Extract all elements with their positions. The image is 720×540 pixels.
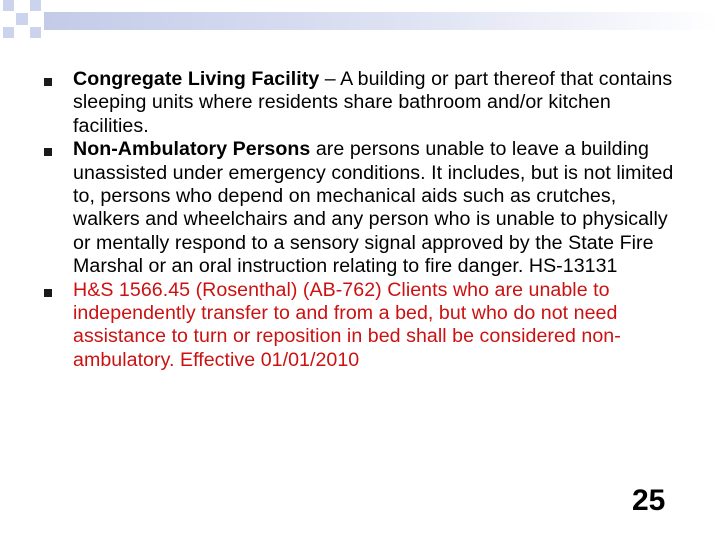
bullet-definition: are persons unable to leave a building unassisted under emergency conditions. It includes, but is not limited to, persons who depend on mechanical aids such as crutches, walkers and wheelchairs and any person who is unable to physically or mentally respond to a sensory signal approved by the State Fire Marshal or an oral instruction relating to fire danger. HS-13131 [73,138,674,278]
header-square [30,0,41,11]
header-square [3,0,14,11]
header-square [3,27,14,38]
bullet-term: Non-Ambulatory Persons [73,138,311,161]
bullet-term: Congregate Living Facility [73,68,320,90]
bullet-list [40,68,680,372]
bullet-non-ambulatory [40,138,680,278]
bullet-hs-1566-45 [40,279,680,373]
header-gradient-bar [44,12,720,30]
square-bullet-icon [44,148,52,156]
bullet-congregate-living [40,68,680,138]
bullet-text [73,68,680,138]
header-square [16,13,28,25]
bullet-definition: – A building or part thereof that contains sleeping units where residents share bathroom and/or kitchen facilities. [73,68,673,137]
bullet-text [73,138,680,278]
square-bullet-icon [44,78,52,86]
header-square [30,27,41,38]
square-bullet-icon [44,289,52,297]
decorative-header [0,0,720,42]
bullet-text: H&S 1566.45 (Rosenthal) (AB-762) Clients who are unable to independently transfer to and from a bed, but who do not need assistance to turn or reposition in bed shall be considered non-ambulatory. Effective 01/01/2010 [73,278,621,371]
page-number: 25 [632,484,666,517]
